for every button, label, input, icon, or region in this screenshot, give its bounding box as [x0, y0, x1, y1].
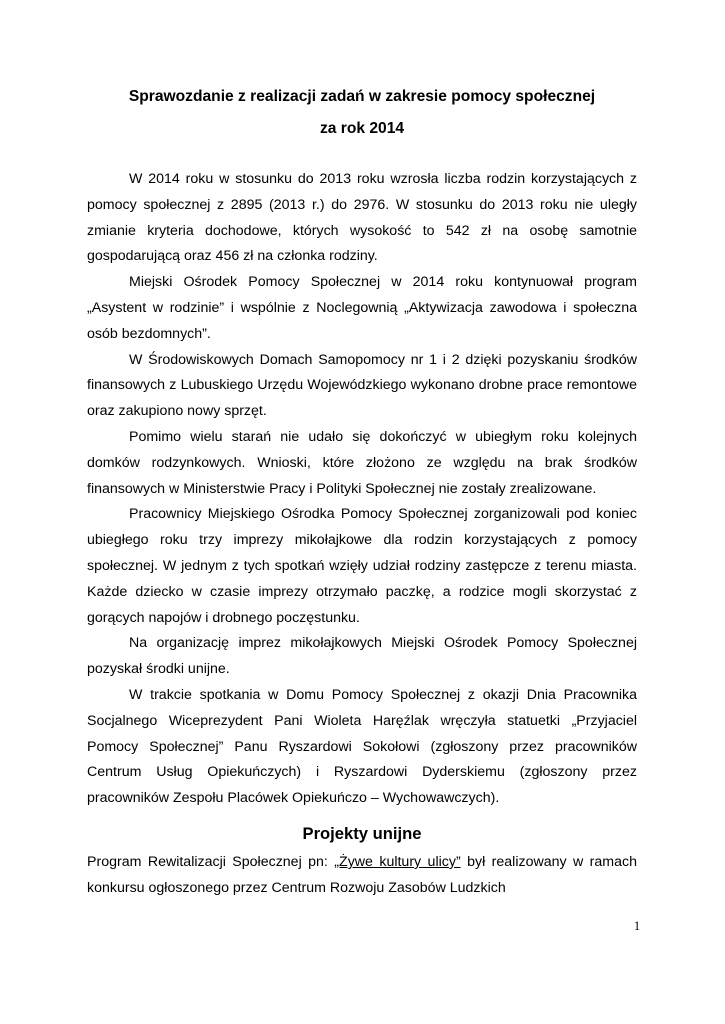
- paragraph-family-houses: Pomimo wielu starań nie udało się dokończyć w ubiegłym roku kolejnych domków rodzynkowych. Wnioski, które złożono ze względu na brak środków finansowych w Ministerstwie Pracy i Polityki Społecznej nie zostały zrealizowane.: [87, 428, 637, 497]
- program-name-underlined: „Żywe kultury ulicy”: [334, 854, 461, 870]
- paragraph-social-worker-day: W trakcie spotkania w Domu Pomocy Społecznej z okazji Dnia Pracownika Socjalnego Wiceprezydent Pani Wioleta Haręźlak wręczyła statuetki „Przyjaciel Pomocy Społecznej” Panu Ryszardowi Sokołowi (zgłoszony przez pracowników Centrum Usług Opiekuńczych) i Ryszardowi Dyderskiemu (zgłoszony przez pracowników Zespołu Placówek Opiekuńczo – Wychowawczych).: [87, 686, 637, 807]
- paragraph-revitalization-program: [87, 850, 637, 902]
- program-text-after: był realizowany w ramach konkursu ogłoszonego przez Centrum Rozwoju Zasobów Ludzkich: [87, 854, 637, 896]
- document-title-line-2: za rok 2014: [319, 120, 405, 137]
- report-body: [87, 167, 637, 812]
- page-number: 1: [633, 919, 641, 933]
- paragraph-families-stats: W 2014 roku w stosunku do 2013 roku wzrosła liczba rodzin korzystających z pomocy społecznej z 2895 (2013 r.) do 2976. W stosunku do 2013 roku nie uległy zmianie kryteria dochodowe, których wysokość to 542 zł na osobę samotnie gospodarującą oraz 456 zł na członka rodziny.: [87, 171, 637, 265]
- section-title-eu-projects: Projekty unijne: [302, 824, 422, 843]
- paragraph-self-help-homes: W Środowiskowych Domach Samopomocy nr 1 i 2 dzięki pozyskaniu środków finansowych z Lubuskiego Urzędu Wojewódzkiego wykonano drobne prace remontowe oraz zakupiono nowy sprzęt.: [87, 351, 637, 420]
- paragraph-eu-funds: Na organizację imprez mikołajkowych Miejski Ośrodek Pomocy Społecznej pozyskał środki unijne.: [87, 635, 637, 678]
- document-title-line-1: Sprawozdanie z realizacji zadań w zakresie pomocy społecznej: [128, 88, 596, 105]
- eu-projects-text: [87, 850, 637, 902]
- program-text-before: Program Rewitalizacji Społecznej pn:: [87, 854, 335, 870]
- paragraph-programs: Miejski Ośrodek Pomocy Społecznej w 2014 roku kontynuował program „Asystent w rodzinie” i wspólnie z Noclegownią „Aktywizacja zawodowa i społeczna osób bezdomnych”.: [87, 274, 637, 342]
- paragraph-santa-events: Pracownicy Miejskiego Ośrodka Pomocy Społecznej zorganizowali pod koniec ubiegłego roku trzy imprezy mikołajkowe dla rodzin korzystających z pomocy społecznej. W jednym z tych spotkań wzięły udział rodziny zastępcze z terenu miasta. Każde dziecko w czasie imprezy otrzymało paczkę, a rodzice mogli skorzystać z gorących napojów i drobnego poczęstunku.: [87, 506, 637, 626]
